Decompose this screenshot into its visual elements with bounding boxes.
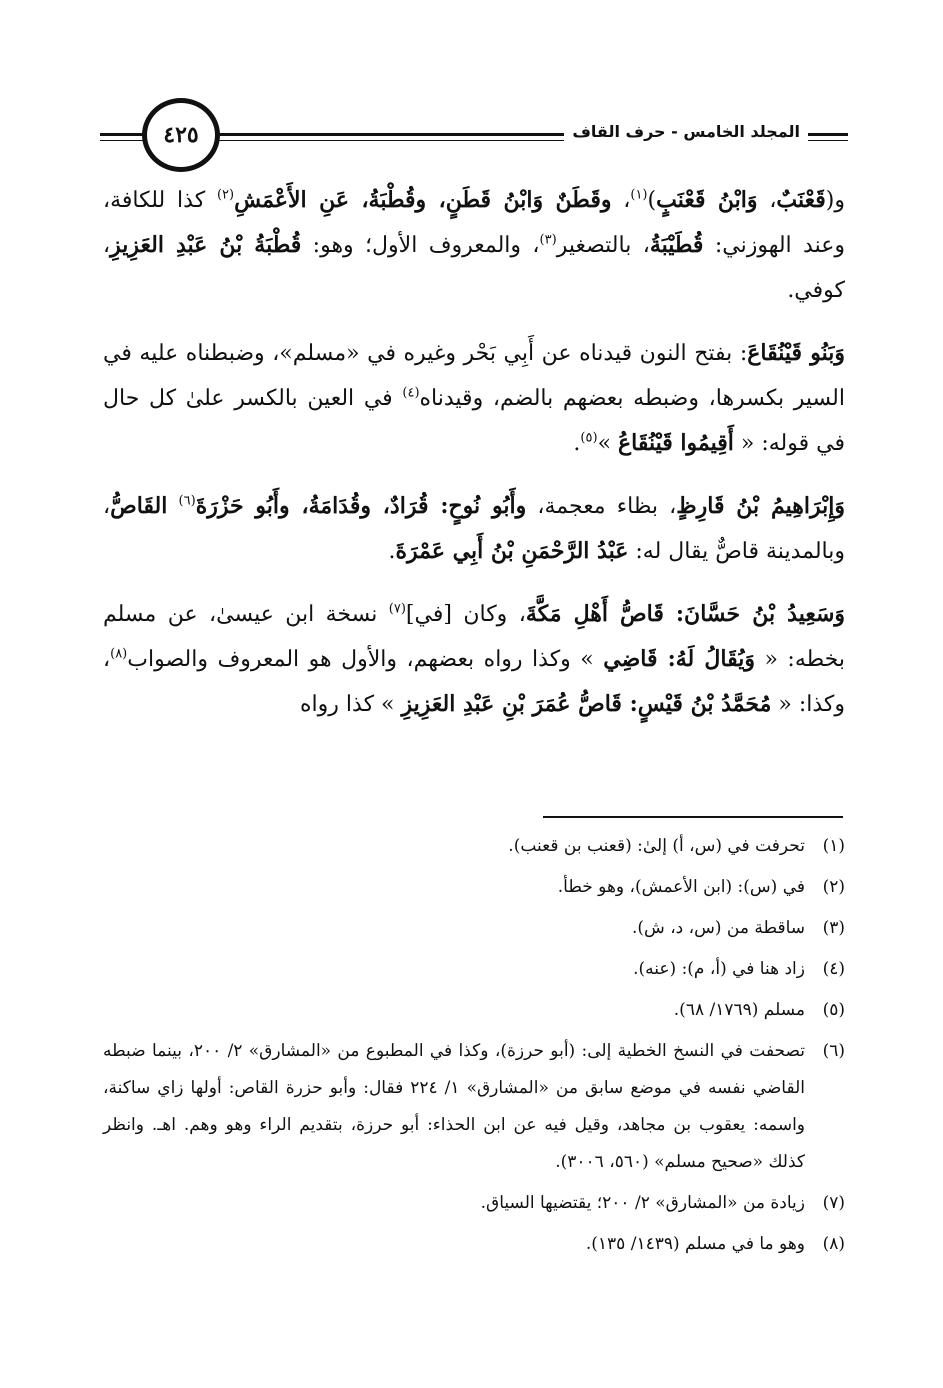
text: ، كوفي. — [103, 233, 845, 303]
quoted-phrase: مُحَمَّدُ بْنُ قَيْسٍ: قَاصُّ عُمَرَ بْنِ عَبْدِ العَزِيزِ — [401, 691, 772, 717]
entry-name: القَاصُّ — [110, 493, 168, 519]
text: » — [597, 431, 619, 456]
footnote-item — [103, 1185, 845, 1222]
text: ، — [611, 188, 631, 213]
footnote-text: زيادة من «المشارق» ٢/ ٢٠٠؛ يقتضيها السياق. — [480, 1193, 805, 1213]
footnote-item — [103, 1226, 845, 1263]
footnote-item — [103, 910, 845, 947]
quoted-phrase: أَقِيمُوا قَيْنُقَاعُ — [618, 430, 734, 456]
footnote-text: مسلم (١٧٦٩/ ٦٨). — [673, 1000, 805, 1020]
footnote-ref: (٢) — [216, 187, 235, 203]
footnote-ref: (٤) — [402, 385, 420, 401]
text: ، والمعروف الأول؛ وهو: — [301, 233, 540, 258]
footnotes — [103, 828, 845, 1267]
header-rule-left-thin — [100, 140, 146, 141]
footnote-number: (٥) — [822, 1000, 845, 1020]
entry-name: قُطَيْبَةُ — [649, 232, 704, 258]
quoted-phrase: وَيُقَالُ لَهُ: قَاضِي — [603, 646, 755, 672]
text: ، وكذا: « — [103, 647, 845, 717]
entry-name: قَعْنَبٌ — [776, 187, 826, 213]
footnote-text: وهو ما في مسلم (١٤٣٩/ ١٣٥). — [585, 1234, 805, 1254]
footnote-ref: (٣) — [539, 232, 557, 248]
entry-name: وأَبُو نُوحٍ: قُرَادٌ، وقُدَامَةُ، وأَبُو حَزْرَةَ — [195, 493, 527, 519]
footnote-text: في (س): (ابن الأعمش)، وهو خطأ. — [557, 877, 805, 897]
entry-name: وَبَنُو قَيْنُقَاعَ — [747, 340, 846, 366]
entry-name: وَإِبْرَاهِيمُ بْنُ قَارِظٍ — [676, 493, 846, 519]
main-text — [103, 178, 845, 745]
entry-name: قُطْبَةُ بْنُ عَبْدِ العَزِيزِ — [110, 232, 302, 258]
footnote-item — [103, 869, 845, 906]
footnote-number: (٦) — [822, 1041, 845, 1061]
text: نسخة ابن عيسىٰ، عن مسلم بخطه: « — [103, 602, 845, 672]
entry-name: وقَطَنٌ وَابْنُ قَطَنٍ، وقُطْبَةُ، عَنِ الأَعْمَشِ — [234, 187, 612, 213]
text — [167, 494, 178, 519]
footnote-text: تحرفت في (س، أ) إلىٰ: (قعنب بن قعنب). — [508, 836, 805, 856]
footnote-item — [103, 828, 845, 865]
footnote-number: (١) — [822, 836, 845, 856]
footnote-ref: (٧) — [388, 601, 406, 617]
text: ، — [757, 188, 777, 213]
footnote-item — [103, 951, 845, 988]
footnote-text: تصحفت في النسخ الخطية إلى: (أبو حرزة)، وكذا في المطبوع من «المشارق» ٢/ ٢٠٠، بينما ضبطه القاضي نفسه في موضع سابق من «المشارق» ١/ ٢٢٤ فقال: وأبو حزرة القاص: أولها زاي ساكنة، واسمه: يعقوب بن مجاهد، وقيل فيه عن ابن الحذاء: أبو حرزة، بتقديم الراء وهو وهم. اهـ. وانظر كذلك «صحيح مسلم» (٥٦٠، ٣٠٠٦). — [103, 1041, 805, 1172]
footnote-number: (٢) — [822, 877, 845, 897]
text: . — [573, 431, 581, 456]
footnote-item — [103, 1033, 845, 1181]
footnote-item — [103, 992, 845, 1029]
footnote-number: (٣) — [822, 918, 845, 938]
text: ) — [647, 188, 657, 213]
footnote-divider — [543, 816, 843, 818]
footnote-ref: (٨) — [110, 646, 128, 662]
page-number: ٤٢٥ — [142, 98, 220, 172]
running-title: المجلد الخامس - حرف القاف — [564, 122, 808, 141]
text: . — [388, 539, 396, 564]
page-header — [100, 96, 848, 176]
text: ، بالتصغير — [556, 233, 650, 258]
paragraph-4 — [103, 592, 845, 727]
text: في العين بالكسر علىٰ كل حال في قوله: « — [103, 386, 845, 456]
text: ، وبالمدينة قاصٌّ يقال له: — [103, 494, 845, 564]
text: ، وكان [في] — [405, 602, 526, 627]
paragraph-3 — [103, 484, 845, 574]
text: » وكذا رواه بعضهم، والأول هو المعروف والصواب — [127, 647, 604, 672]
entry-name: وَسَعِيدُ بْنُ حَسَّانَ: قَاصُّ أَهْلِ مَكَّةَ — [525, 601, 846, 627]
footnote-ref: (٦) — [178, 493, 196, 509]
text: ، بظاء معجمة، — [526, 494, 677, 519]
text: و( — [825, 188, 846, 213]
header-rule-left — [100, 133, 146, 136]
footnote-number: (٨) — [822, 1234, 845, 1254]
footnote-number: (٤) — [822, 959, 845, 979]
text: : بفتح النون قيدناه عن أَبِي بَحْر وغيره في «مسلم»، وضبطناه عليه في السير بكسرها، وضبطه بعضهم بالضم، وقيدناه — [103, 341, 845, 411]
text: كذا للكافة، وعند الهوزني: — [103, 188, 845, 258]
footnote-ref: (١) — [630, 187, 648, 203]
footnote-text: زاد هنا في (أ، م): (عنه). — [633, 959, 805, 979]
text: » كذا رواه — [300, 692, 402, 717]
paragraph-2 — [103, 331, 845, 466]
paragraph-1 — [103, 178, 845, 313]
footnote-ref: (٥) — [580, 430, 598, 446]
footnote-text: ساقطة من (س، د، ش). — [632, 918, 805, 938]
footnote-number: (٧) — [822, 1193, 845, 1213]
entry-name: وَابْنُ قَعْنَبٍ — [656, 187, 758, 213]
entry-name: عَبْدُ الرَّحْمَنِ بْنُ أَبِي عَمْرَةَ — [395, 538, 629, 564]
